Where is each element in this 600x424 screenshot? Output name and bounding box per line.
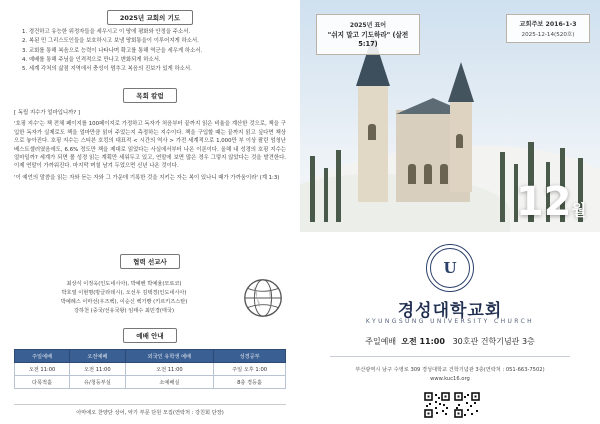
- prayer-list: [14, 28, 286, 74]
- service-time: 오전 11:00: [401, 337, 445, 346]
- table-header-row: [15, 350, 286, 363]
- list-item: 2. 복된 민 그리스도인들을 보호하시고 보냄 땅회통을이 이루어지게 하소서.: [22, 38, 199, 45]
- church-name: 경성대학교회: [397, 301, 503, 321]
- year-theme-verse: "쉬지 말고 기도하라" (살전 5:17): [327, 31, 409, 48]
- church-address-block: [300, 366, 600, 384]
- seal-letter: U: [443, 259, 457, 277]
- table-cell: 주일 오후 1:00: [214, 363, 286, 376]
- column-header: 오전예배: [70, 350, 125, 363]
- worship-table: [14, 349, 286, 389]
- missionary-section-title: 협력 선교사: [120, 254, 180, 269]
- month-value: 12: [515, 179, 572, 225]
- column-header: 주일예배: [15, 350, 70, 363]
- church-name-en: KYUNGSUNG UNIVERSITY CHURCH: [365, 318, 535, 325]
- table-row: [15, 376, 286, 389]
- table-cell: 오전 11:00: [125, 363, 214, 376]
- table-cell: 소예배실: [125, 376, 214, 389]
- column-header: 외국인 유학생 예배: [125, 350, 214, 363]
- year-verse-card: [316, 14, 420, 55]
- table-row: [15, 363, 286, 376]
- service-info: [300, 336, 600, 347]
- column-header: 성경공부: [214, 350, 286, 363]
- list-item: 박예례스 이마선(우즈벡), 이순신 벡기빵 (키르키즈스탄): [60, 299, 188, 305]
- month-number: [515, 179, 586, 225]
- service-place: 30호관 건학기념관 3층: [452, 337, 535, 346]
- table-cell: 다목적홀: [15, 376, 70, 389]
- footer-note-text: 아마에오 찬양단 상어, 악기 부문 단원 모집(연락처 : 강친회 단장): [14, 404, 286, 416]
- list-item: 최상식 이정욱(인도네시아), 박예벤 박예율(모로코): [66, 281, 182, 288]
- list-item: 1. 경건하고 유능한 위정자들을 세우시고 이 땅에 평화와 안정을 주소서.: [22, 29, 191, 35]
- pastoral-column-verse: '이 예언의 말씀을 읽는 자와 듣는 자와 그 가운데 기록한 것을 지키는 자는 복이 있나니 때가 가까움이라' (계 1:3): [14, 174, 280, 181]
- prayer-section: [14, 10, 286, 74]
- church-seal-icon: [426, 244, 474, 292]
- month-unit: 월: [571, 201, 586, 219]
- cover-photo: [300, 0, 600, 232]
- prayer-section-title: 2025년 교회의 기도: [107, 10, 193, 25]
- church-address: 부산광역시 남구 수영로 309 경성대학교 건학기념관 3층(연락처 : 051-663-7502): [355, 367, 545, 373]
- pastoral-column-subtitle: [ 독립 지수가 얼마입니까? ]: [14, 110, 80, 116]
- table-cell: 오전 11:00: [70, 363, 125, 376]
- qr-code-icon[interactable]: [424, 392, 450, 418]
- list-item: 3. 교회를 통해 복음으로 능력이 나타나며 확고를 통해 역군을 세우게 하소서.: [22, 47, 203, 54]
- list-item: 5. 세계 각처의 삶점 지역에서 충성이 멈추고 복음의 진보가 있게 하소서.: [22, 66, 192, 72]
- table-cell: 유/청등부실: [70, 376, 125, 389]
- footer-note: [14, 404, 286, 416]
- divider: [330, 356, 570, 357]
- church-website: www.kuc16.org: [430, 375, 470, 382]
- list-item: 강하천 (중국/선유국왕) 임태수 최민경(태국): [74, 307, 174, 314]
- pastoral-column-paragraph: '호핑 지수'는 책 전체 페이지를 100페이지로 가정하고 독자가 처음부터 끝까지 읽은 비율을 계산한 것으로, 책을 구입한 독자가 실제로도 책을 얼마만큼 읽어 주었는지 측정하는 지수이다. 책을 구입할 때는 끝까지 읽고 싶다면 책상으로 놓아진다. 호핑 지수는 스티븐 호킹의 대표적 < 시간의 역사 > 가전 세계적으로 1,000만 부 이상 팔린 엄청난 베스트셀러였음에도, 6.6% 정도만 책을 제대로 읽었다는 사실에서부터 나온 이론이다. 올해 내 성경의 호핑 지수는 얼마일까? 세계가 되면 볼 성경 읽는 계획만 세워두고 있고, 연말에 보면 많은 경우 그렇지 않았다는 것을 발견한다. 이제 연말이 가까워진다. 마지막 며칠 남겨 두었으면 신년 나온 것이다.: [14, 121, 286, 170]
- worship-guide-section: [14, 328, 286, 389]
- bulletin-label: 교회주보 2016-1-3: [519, 21, 577, 28]
- qr-code-icon-secondary[interactable]: [454, 392, 480, 418]
- worship-guide-title: 예배 안내: [123, 328, 176, 343]
- pastoral-column-section: [14, 88, 286, 183]
- globe-icon: [240, 275, 286, 321]
- table-cell: 8층 경등홀: [214, 376, 286, 389]
- list-item: 4. 예배를 통해 주님을 인격적으로 만나고 변화되게 하소서.: [22, 56, 161, 63]
- pastoral-column-title: 목회 칼럼: [123, 88, 176, 103]
- service-label: 주일예배: [365, 337, 397, 346]
- table-cell: 오전 11:00: [15, 363, 70, 376]
- right-panel: [300, 0, 600, 424]
- list-item: 박호열 이현명(방글라데시), 오선우 김택경(인도네시아): [61, 290, 187, 297]
- missionary-section: [14, 254, 286, 321]
- year-theme-label: 2025년 표어: [349, 22, 387, 29]
- bulletin-date: 2025-12-14(520호): [521, 32, 575, 38]
- bulletin-info-card: [506, 14, 590, 43]
- missionary-list: [14, 280, 234, 315]
